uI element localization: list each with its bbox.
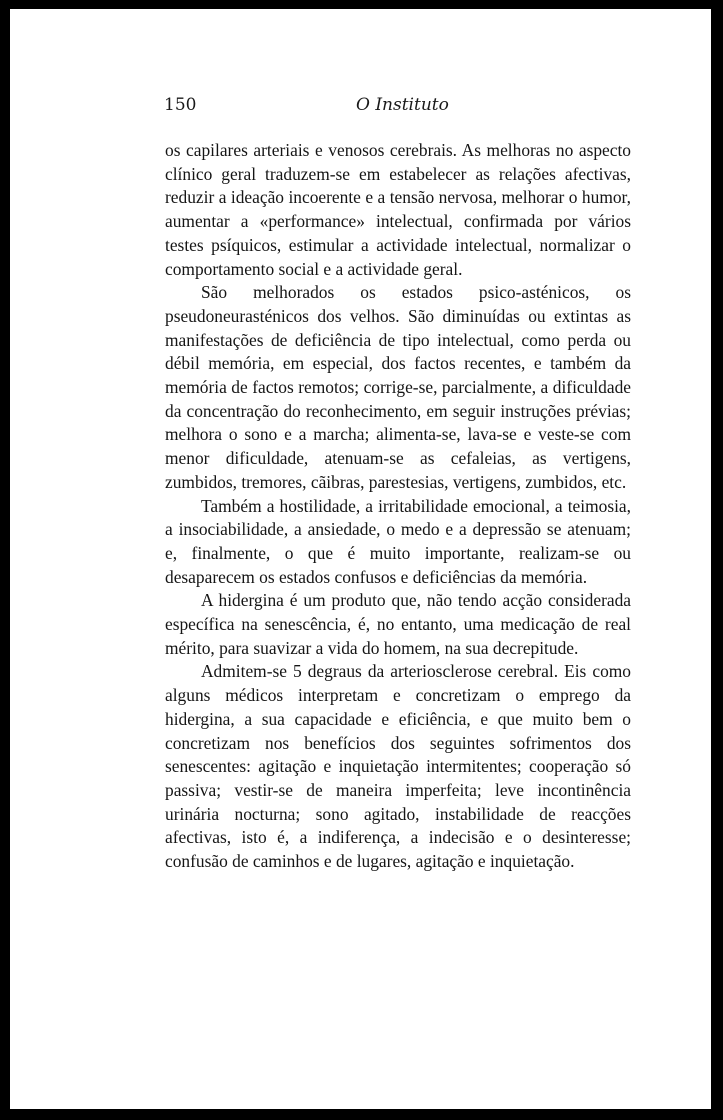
paragraph: São melhorados os estados psico-asténicos, os pseudoneurasténicos dos velhos. São diminuídas ou extintas as manifestações de deficiência de tipo intelectual, como perda ou débil memória, em especial, dos factos recentes, e também da memória de factos remotos; corrige-se, parcialmente, a dificuldade da concentração do reconhecimento, em seguir instruções prévias; melhora o sono e a marcha; alimenta-se, lava-se e veste-se com menor dificuldade, atenuam-se as cefaleias, as vertigens, zumbidos, tremores, cãibras, parestesias, vertigens, zumbidos, etc. <box>165 282 631 492</box>
running-title: O Instituto <box>356 95 449 115</box>
page-header <box>164 95 600 119</box>
paragraph: A hidergina é um produto que, não tendo acção considerada específica na senescência, é, no entanto, uma medicação de real mérito, para suavizar a vida do homem, na sua decrepitude. <box>165 590 631 658</box>
book-page <box>10 9 711 1109</box>
page-number: 150 <box>164 95 197 115</box>
paragraph: os capilares arteriais e venosos cerebrais. As melhoras no aspecto clínico geral traduzem-se em estabelecer as relações afectivas, reduzir a ideação incoerente e a tensão nervosa, melhorar o humor, aumentar a «performance» intelectual, confirmada por vários testes psíquicos, estimular a actividade intelectual, normalizar o comportamento social e a actividade geral. <box>165 140 631 279</box>
paragraph: Admitem-se 5 degraus da arteriosclerose cerebral. Eis como alguns médicos interpretam e concretizam o emprego da hidergina, a sua capacidade e eficiência, e que muito bem o concretizam nos benefícios dos seguintes sofrimentos dos senescentes: agitação e inquietação intermitentes; cooperação só passiva; vestir-se de maneira imperfeita; leve incontinência urinária nocturna; sono agitado, instabilidade de reacções afectivas, isto é, a indiferença, a indecisão e o desinteresse; confusão de caminhos e de lugares, agitação e inquietação. <box>165 661 631 872</box>
body-text <box>165 139 631 874</box>
paragraph: Também a hostilidade, a irritabilidade emocional, a teimosia, a insociabilidade, a ansiedade, o medo e a depressão se atenuam; e, finalmente, o que é muito importante, realizam-se ou desaparecem os estados confusos e deficiências da memória. <box>165 495 631 587</box>
